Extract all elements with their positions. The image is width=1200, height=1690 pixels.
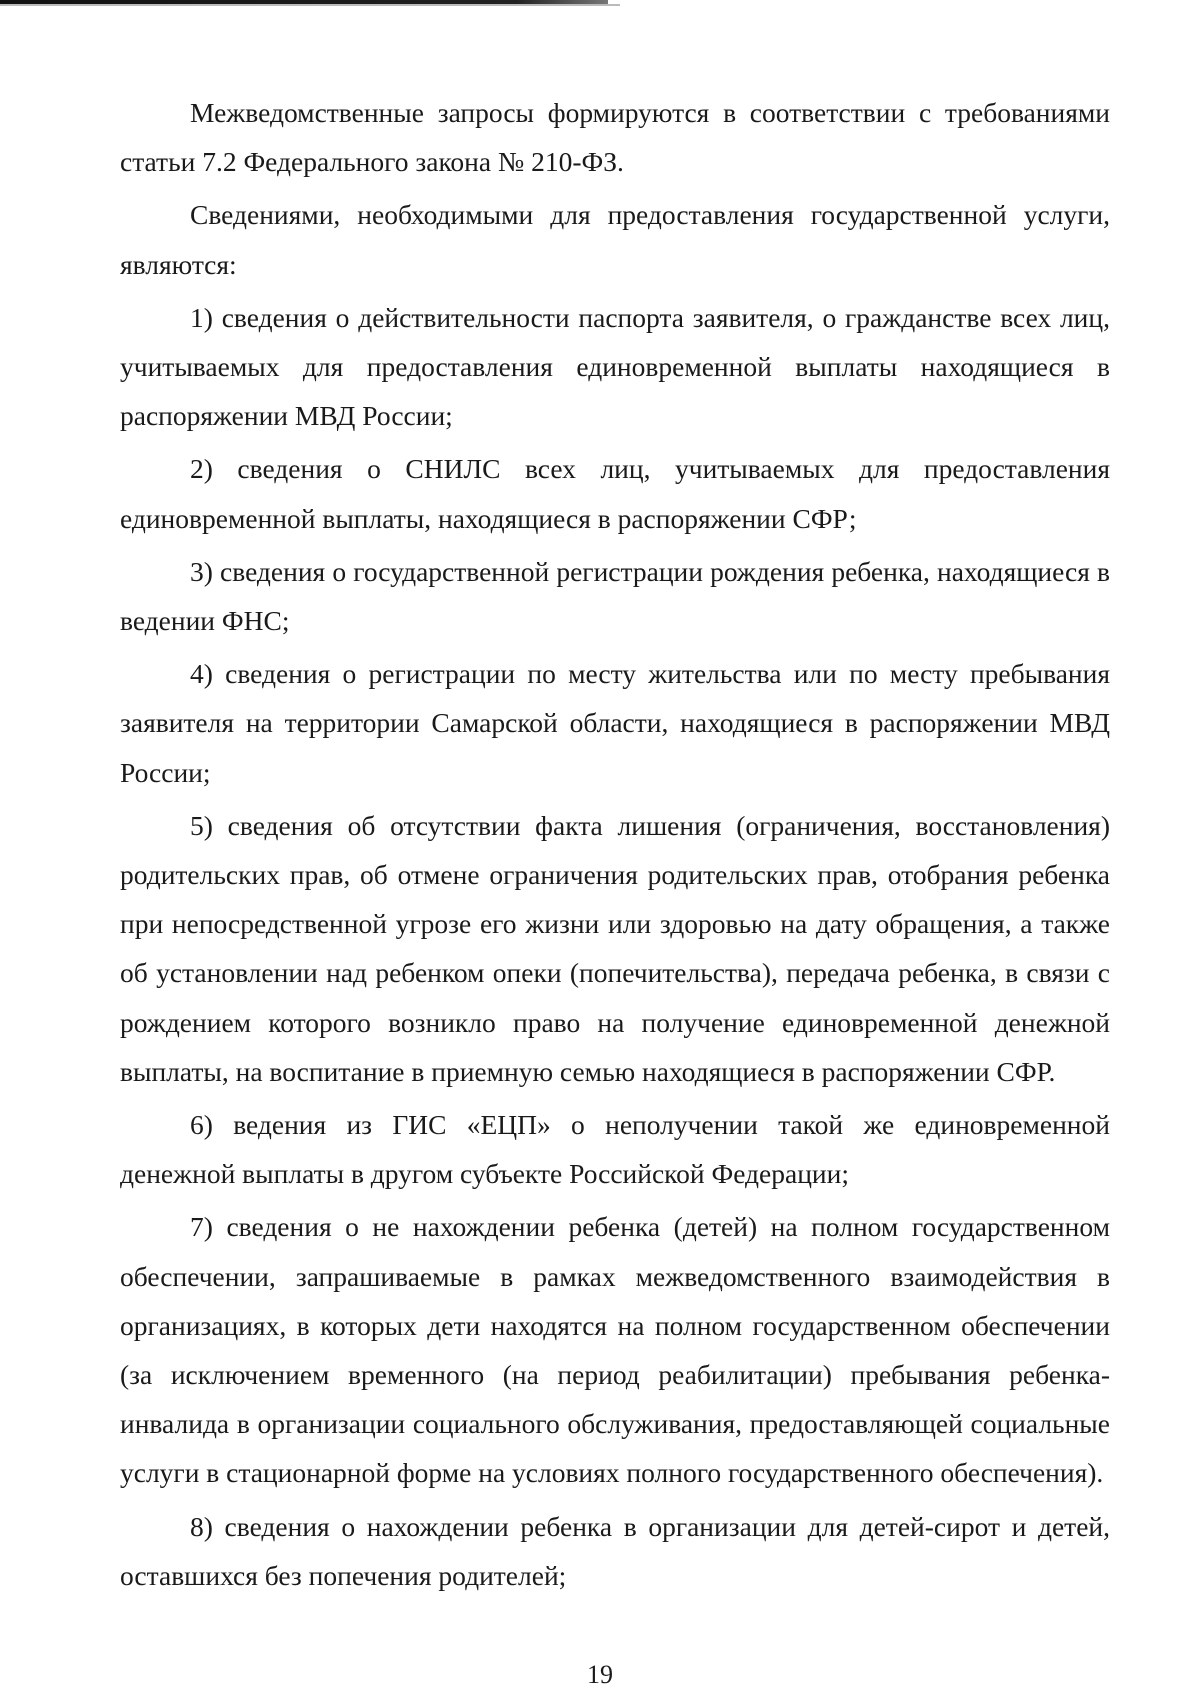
list-item-2-snils: 2) сведения о СНИЛС всех лиц, учитываемых для предоставления единовременной выплаты, находящиеся в распоряжении СФР; (120, 453, 1110, 534)
document-body (120, 88, 1110, 1604)
list-item-4-residence-registration: 4) сведения о регистрации по месту жительства или по месту пребывания заявителя на территории Самарской области, находящиеся в распоряжении МВД России; (120, 658, 1110, 788)
list-item-7-state-support: 7) сведения о не нахождении ребенка (детей) на полном государственном обеспечении, запрашиваемые в рамках межведомственного взаимодействия в организациях, в которых дети находятся на полном государственном обеспечении (за исключением временного (на период реабилитации) пребывания ребенка-инвалида в организации социального обслуживания, предоставляющей социальные услуги в стационарной форме на условиях полного государственного обеспечения). (120, 1211, 1110, 1489)
list-item-1-passport: 1) сведения о действительности паспорта заявителя, о гражданстве всех лиц, учитываемых для предоставления единовременной выплаты находящиеся в распоряжении МВД России; (120, 301, 1110, 432)
list-item-8-orphan-organization: 8) сведения о нахождении ребенка в организации для детей-сирот и детей, оставшихся без попечения родителей; (120, 1510, 1110, 1591)
paragraph-required-info-intro: Сведениями, необходимыми для предоставления государственной услуги, являются: (120, 199, 1110, 280)
page-number: 19 (587, 1660, 613, 1689)
list-item-5-parental-rights: 5) сведения об отсутствии факта лишения (ограничения, восстановления) родительских прав, об отмене ограничения родительских прав, отобрания ребенка при непосредственной угрозе его жизни или здоровью на дату обращения, а также об установлении над ребенком опеки (попечительства), передача ребенка, в связи с рождением которого возникло право на получение единовременной денежной выплаты, на воспитание в приемную семью находящиеся в распоряжении СФР. (120, 809, 1110, 1087)
list-item-6-gis-ecp: 6) ведения из ГИС «ЕЦП» о неполучении такой же единовременной денежной выплаты в другом субъекте Российской Федерации; (120, 1109, 1110, 1190)
list-item-3-birth-registration: 3) сведения о государственной регистрации рождения ребенка, находящиеся в ведении ФНС; (120, 555, 1110, 637)
paragraph-interagency-requests: Межведомственные запросы формируются в соответствии с требованиями статьи 7.2 Федерального закона № 210-ФЗ. (120, 97, 1110, 178)
scan-top-edge-shadow (0, 4, 620, 6)
